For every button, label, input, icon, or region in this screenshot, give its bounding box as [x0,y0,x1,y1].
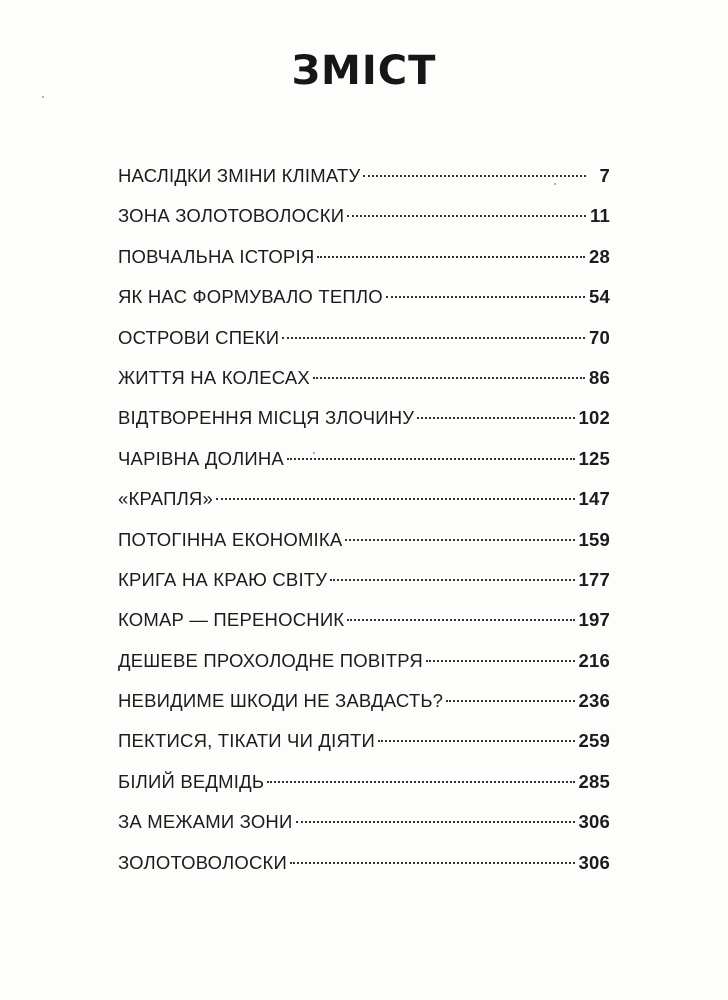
toc-entry-title: ПОТОГІННА ЕКОНОМІКА [118,528,343,550]
toc-entry-page-number: 259 [578,730,610,752]
toc-entry [118,196,610,236]
toc-entry-page-number: 177 [578,568,610,590]
toc-entry-page-number: 159 [578,528,610,550]
toc-entry-title: НАСЛІДКИ ЗМІНИ КЛІМАТУ [118,165,361,186]
toc-entry-page-number: 102 [578,407,610,429]
toc-entry-page-number: 236 [578,690,610,712]
dot-leader [446,700,574,702]
dot-leader [313,377,585,379]
toc-entry-title: ПОВЧАЛЬНА ІСТОРІЯ [118,245,315,267]
toc-entry-title: «КРАПЛЯ» [118,488,213,510]
toc-entry [118,398,610,438]
toc-entry-page-number: 306 [578,851,610,873]
toc-entry-page-number: 28 [589,245,610,267]
toc-entry-title: ЯК НАС ФОРМУВАЛО ТЕПЛО [118,286,383,308]
dot-leader [345,539,574,541]
dot-leader [347,215,586,217]
toc-entry [118,318,610,358]
toc-entry-page-number: 11 [590,205,610,227]
toc-entry-page-number: 147 [578,488,610,510]
paper-speck [42,96,44,98]
toc-entry [118,762,610,802]
dot-leader [290,862,575,864]
dot-leader [363,175,586,177]
toc-entry-page-number: 70 [589,326,610,348]
dot-leader [296,821,575,823]
dot-leader [426,660,575,662]
toc-entry-title: ВІДТВОРЕННЯ МІСЦЯ ЗЛОЧИНУ [118,407,415,429]
paper-speck [554,183,556,185]
dot-leader [317,256,585,258]
toc-entry [118,156,610,196]
toc-entry-title: ЗОЛОТОВОЛОСКИ [118,851,288,873]
toc-entry [118,277,610,317]
toc-entry [118,560,610,600]
toc-entry-title: ЖИТТЯ НА КОЛЕСАХ [118,366,310,388]
toc-entry [118,520,610,560]
toc-entry-title: ЗОНА ЗОЛОТОВОЛОСКИ [118,205,345,227]
toc-entry-page-number: 7 [599,165,610,186]
dot-leader [330,579,574,581]
toc-entry-title: КРИГА НА КРАЮ СВІТУ [118,568,328,590]
toc-entry [118,802,610,842]
toc-entry-page-number: 216 [578,649,610,671]
dot-leader [216,498,575,500]
toc-entry-page-number: 197 [578,609,610,631]
toc-entry-page-number: 54 [589,286,610,308]
toc-entry [118,843,610,883]
toc-entry-title: ДЕШЕВЕ ПРОХОЛОДНЕ ПОВІТРЯ [118,649,423,671]
toc-entry-page-number: 285 [578,770,610,792]
toc-entry-title: БІЛИЙ ВЕДМІДЬ [118,770,265,792]
toc-entry [118,237,610,277]
toc-entry [118,600,610,640]
page-title: ЗМІСТ [291,48,437,94]
dot-leader [386,296,585,298]
toc-entry [118,439,610,479]
toc-entry-title: ЧАРІВНА ДОЛИНА [118,447,284,469]
toc-entry-title: КОМАР — ПЕРЕНОСНИК [118,609,345,631]
toc-entry [118,721,610,761]
toc-entry-page-number: 86 [589,366,610,388]
toc-entry-title: ПЕКТИСЯ, ТІКАТИ ЧИ ДІЯТИ [118,730,376,752]
toc-entry-title: ОСТРОВИ СПЕКИ [118,326,280,348]
toc-entry-title: НЕВИДИМЕ ШКОДИ НЕ ЗАВДАСТЬ? [118,690,444,712]
toc-entry [118,641,610,681]
toc-entry-title: ЗА МЕЖАМИ ЗОНИ [118,811,293,833]
dot-leader [347,619,574,621]
toc-entry [118,358,610,398]
paper-speck [313,452,315,454]
toc-entry-page-number: 125 [578,447,610,469]
dot-leader [378,740,574,742]
dot-leader [282,337,585,339]
toc-entry [118,479,610,519]
dot-leader [267,781,574,783]
table-of-contents [118,156,610,883]
toc-entry [118,681,610,721]
dot-leader [417,417,574,419]
dot-leader [287,458,575,460]
toc-entry-page-number: 306 [578,811,610,833]
